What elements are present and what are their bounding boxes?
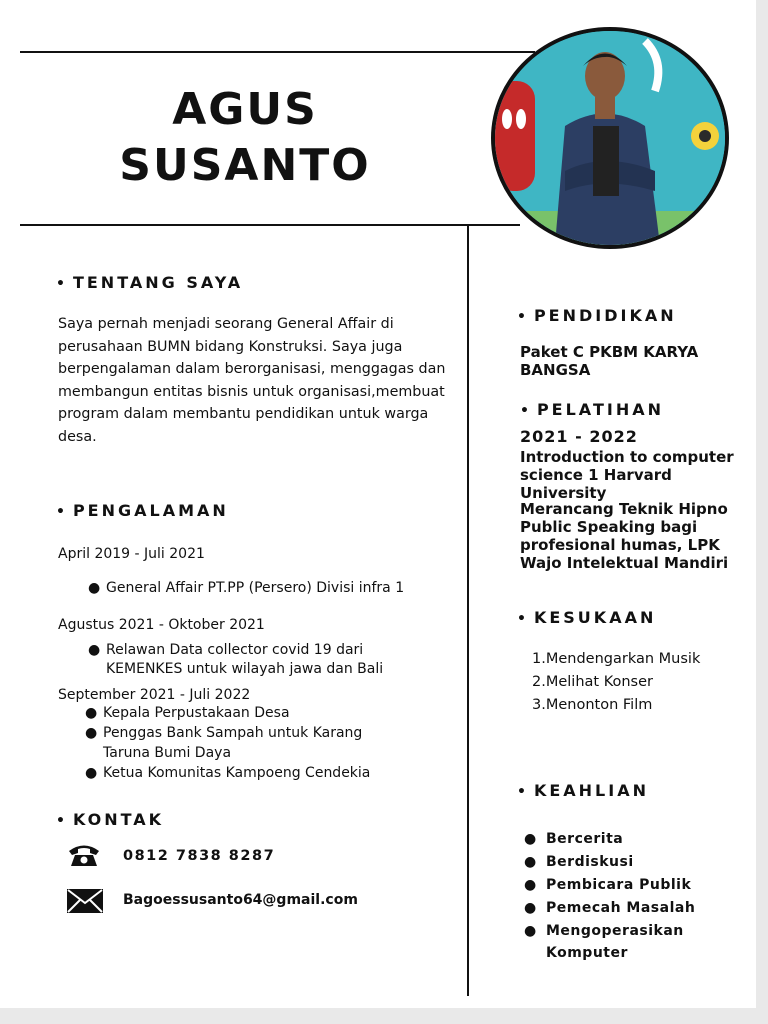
bullet-icon: ●: [524, 831, 537, 847]
phone-number[interactable]: 0812 7838 8287: [123, 848, 276, 864]
header-top-divider: [20, 51, 535, 53]
experience-item: [85, 704, 290, 723]
experience-item: [88, 579, 405, 598]
skill-item: [524, 828, 624, 851]
email-address[interactable]: Bagoessusanto64@gmail.com: [123, 892, 358, 908]
about-line: berpengalaman dalam berorganisasi, menggagas dan: [58, 361, 446, 377]
education-line: Paket C PKBM KARYA: [520, 343, 699, 361]
training-heading-text: PELATIHAN: [536, 400, 664, 419]
about-paragraph: [58, 313, 458, 448]
about-line: desa.: [58, 428, 97, 445]
hobby-item: [532, 694, 700, 717]
experience-item-text: Penggas Bank Sampah untuk Karang: [103, 725, 363, 741]
experience-item-continued: [106, 660, 383, 679]
bullet-icon: ●: [88, 580, 101, 596]
training-line: Wajo Intelektual Mandiri: [520, 554, 729, 572]
experience-item: [88, 641, 364, 660]
experience-item-text: Taruna Bumi Daya: [103, 745, 232, 761]
hobby-number: 2.: [532, 674, 546, 690]
bullet-icon: ●: [524, 854, 537, 870]
bullet-icon: ●: [85, 725, 98, 741]
bullet-icon: ●: [88, 642, 101, 658]
education-details: [520, 343, 750, 379]
profile-photo: [491, 27, 729, 249]
experience-item-text: Ketua Komunitas Kampoeng Cendekia: [103, 765, 371, 781]
about-heading-text: TENTANG SAYA: [72, 273, 244, 292]
contact-heading: [56, 810, 164, 831]
about-line: program dalam membantu pendidikan untuk warga: [58, 406, 429, 422]
hobby-text: Mendengarkan Musik: [545, 651, 701, 667]
telephone-icon: [67, 842, 101, 868]
skill-item: [524, 851, 634, 874]
training-course-1: [520, 448, 756, 502]
experience-item-text: Relawan Data collector covid 19 dari: [106, 642, 364, 658]
first-name: AGUS: [172, 84, 318, 135]
experience-dates-1: April 2019 - Juli 2021: [58, 546, 205, 562]
about-line: Saya pernah menjadi seorang General Affair di: [58, 316, 394, 332]
skill-item-continued: [546, 942, 628, 965]
skill-text: Pembicara Publik: [546, 877, 692, 893]
training-course-2: [520, 500, 756, 572]
experience-heading-text: PENGALAMAN: [72, 501, 229, 520]
experience-item-text: KEMENKES untuk wilayah jawa dan Bali: [106, 661, 384, 677]
bullet-icon: ●: [524, 900, 537, 916]
hobby-text: Melihat Konser: [545, 674, 653, 690]
bullet-icon: ●: [524, 923, 537, 939]
education-heading-text: PENDIDIKAN: [533, 306, 677, 325]
skill-text: Berdiskusi: [546, 854, 634, 870]
training-heading: [520, 400, 664, 421]
experience-item: [85, 764, 371, 783]
experience-dates-2: Agustus 2021 - Oktober 2021: [58, 617, 265, 633]
hobbies-list: [532, 648, 700, 717]
skills-heading: [517, 781, 649, 802]
about-line: membangun entitas bisnis untuk organisasi,membuat: [58, 383, 445, 400]
bullet-icon: •: [56, 504, 65, 520]
skill-item: [524, 920, 684, 943]
training-line: profesional humas, LPK: [520, 536, 720, 554]
bullet-icon: •: [517, 784, 526, 800]
experience-item-continued: [103, 744, 231, 763]
contact-heading-text: KONTAK: [72, 810, 165, 829]
experience-dates-3: September 2021 - Juli 2022: [58, 687, 251, 703]
bullet-icon: ●: [85, 765, 98, 781]
bullet-icon: •: [56, 276, 65, 292]
training-line: Introduction to computer: [520, 448, 734, 466]
training-line: Public Speaking bagi: [520, 518, 698, 536]
training-years: 2021 - 2022: [520, 427, 638, 446]
experience-item: [85, 724, 363, 743]
about-heading: [56, 273, 243, 294]
column-divider: [467, 226, 469, 996]
hobby-text: Menonton Film: [545, 697, 653, 713]
skill-text: Pemecah Masalah: [546, 900, 696, 916]
hobby-number: 1.: [532, 651, 546, 667]
experience-heading: [56, 501, 229, 522]
experience-item-text: Kepala Perpustakaan Desa: [103, 705, 290, 721]
hobby-number: 3.: [532, 697, 546, 713]
skills-heading-text: KEAHLIAN: [533, 781, 649, 800]
bullet-icon: •: [517, 611, 526, 627]
training-line: Merancang Teknik Hipno: [520, 500, 728, 518]
skill-item: [524, 874, 692, 897]
bullet-icon: •: [517, 309, 526, 325]
about-line: perusahaan BUMN bidang Konstruksi. Saya juga: [58, 338, 403, 355]
bullet-icon: •: [56, 813, 65, 829]
header-bottom-divider: [20, 224, 520, 226]
bullet-icon: •: [520, 403, 529, 419]
envelope-icon: [67, 889, 103, 913]
skill-item: [524, 897, 696, 920]
skill-text: Mengoperasikan: [546, 923, 684, 939]
last-name: SUSANTO: [119, 140, 371, 191]
person-photo-illustration: [495, 31, 725, 245]
hobbies-heading: [517, 608, 656, 629]
skill-text: Bercerita: [546, 831, 624, 847]
hobby-item: [532, 671, 700, 694]
education-heading: [517, 306, 677, 327]
training-line: science 1 Harvard University: [520, 466, 672, 502]
bullet-icon: ●: [85, 705, 98, 721]
education-line: BANGSA: [520, 361, 591, 379]
bullet-icon: ●: [524, 877, 537, 893]
hobby-item: [532, 648, 700, 671]
experience-item-text: General Affair PT.PP (Persero) Divisi infra 1: [106, 580, 405, 596]
hobbies-heading-text: KESUKAAN: [533, 608, 657, 627]
skill-text: Komputer: [546, 945, 628, 961]
